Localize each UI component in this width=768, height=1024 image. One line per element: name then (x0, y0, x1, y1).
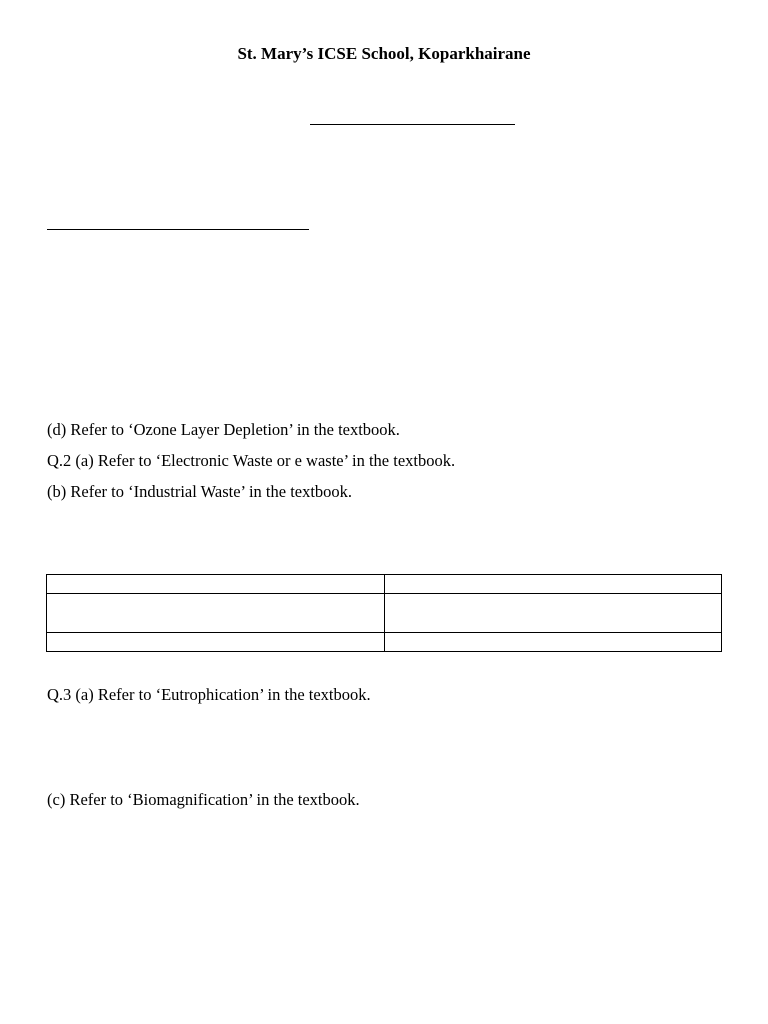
table-row (47, 594, 722, 633)
table-cell (47, 594, 385, 633)
table-cell (384, 575, 722, 594)
answer-line-ozone: (d) Refer to ‘Ozone Layer Depletion’ in the textbook. (47, 420, 400, 439)
answer-line-biomagnification: (c) Refer to ‘Biomagnification’ in the textbook. (47, 790, 360, 809)
section-underline (47, 229, 309, 230)
answer-line-electronic-waste: Q.2 (a) Refer to ‘Electronic Waste or e waste’ in the textbook. (47, 451, 456, 470)
table-cell (47, 633, 385, 652)
answer-table (46, 574, 722, 652)
answer-line-industrial-waste: (b) Refer to ‘Industrial Waste’ in the textbook. (47, 482, 353, 501)
table-cell (47, 575, 385, 594)
table-row (47, 633, 722, 652)
table-row (47, 575, 722, 594)
table-cell (384, 594, 722, 633)
answer-line-eutrophication: Q.3 (a) Refer to ‘Eutrophication’ in the textbook. (47, 685, 371, 704)
school-name-heading: St. Mary’s ICSE School, Koparkhairane (237, 44, 531, 63)
title-underline (310, 124, 515, 125)
table-cell (384, 633, 722, 652)
